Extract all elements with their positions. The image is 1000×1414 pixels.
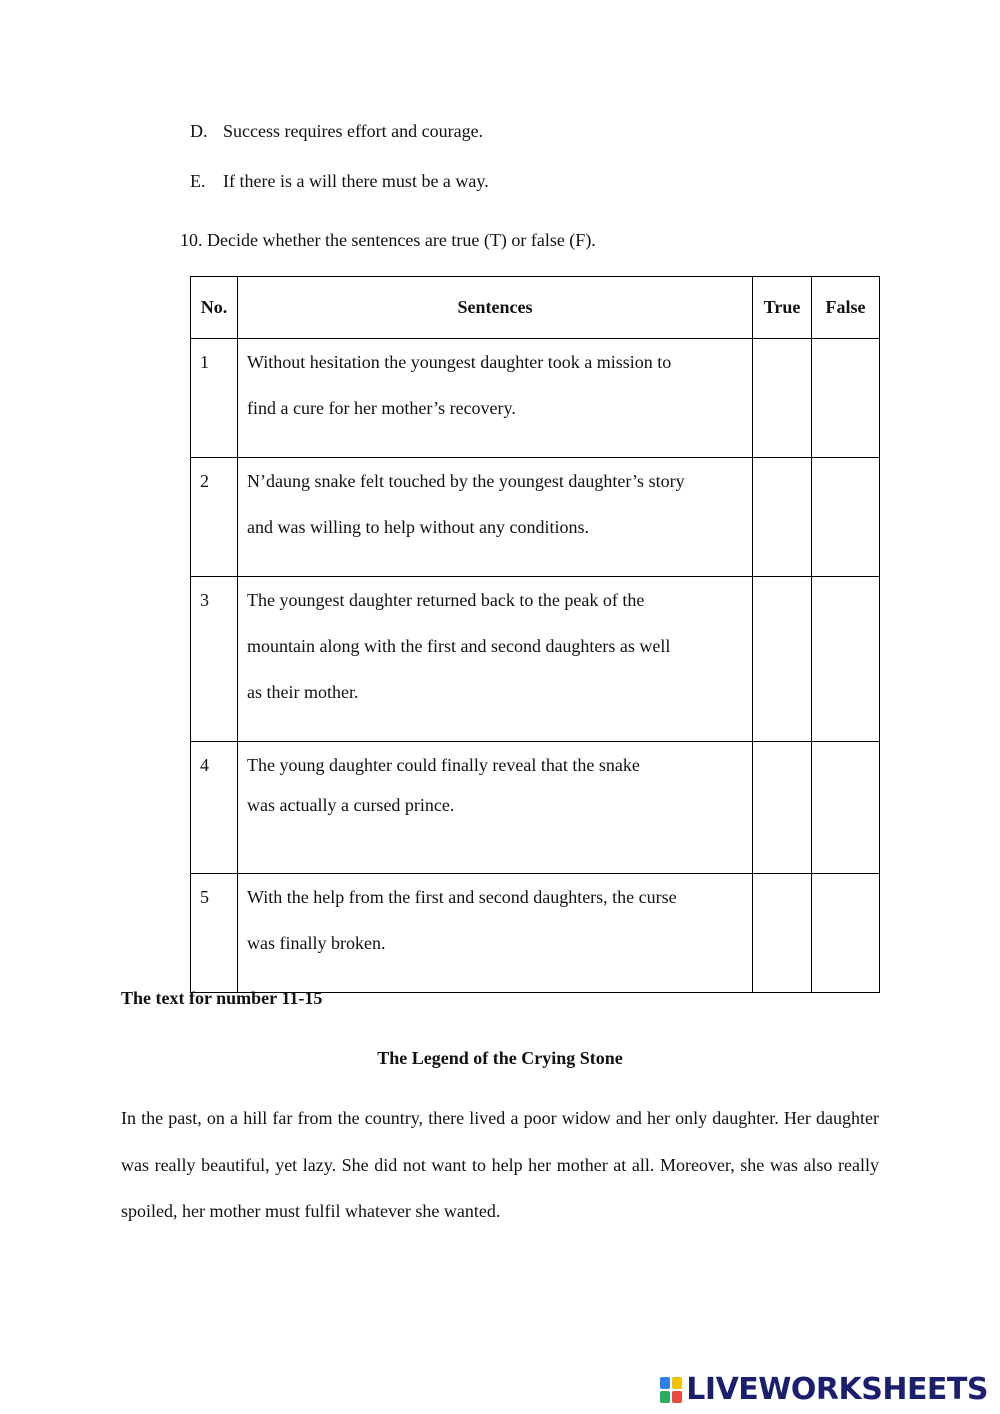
true-answer-cell[interactable] [753, 577, 812, 742]
sentence-line: The youngest daughter returned back to the peak of the [247, 590, 645, 610]
header-sentences: Sentences [238, 277, 753, 339]
row-sentence [238, 742, 753, 874]
row-sentence [238, 577, 753, 742]
row-sentence [238, 339, 753, 458]
option-text: Success requires effort and courage. [223, 121, 484, 141]
row-sentence [238, 874, 753, 993]
option-d [190, 121, 483, 142]
option-e [190, 171, 489, 192]
story-title: The Legend of the Crying Stone [377, 1048, 623, 1068]
table-row [191, 874, 880, 993]
story-paragraph: In the past, on a hill far from the country, there lived a poor widow and her only daughter. Her daughter was really beautiful, yet lazy. She did not want to help her mother at all. Moreover, she was also really spoiled, her mother must fulfil whatever she wanted. [121, 1108, 879, 1221]
table-header-row [191, 277, 880, 339]
row-sentence [238, 458, 753, 577]
false-answer-cell[interactable] [812, 874, 880, 993]
table-row [191, 577, 880, 742]
row-number: 3 [191, 577, 238, 742]
question-10-instruction: 10. Decide whether the sentences are true (T) or false (F). [180, 230, 596, 250]
row-number: 2 [191, 458, 238, 577]
true-answer-cell[interactable] [753, 874, 812, 993]
option-letter: D. [190, 121, 208, 141]
table-row [191, 339, 880, 458]
true-answer-cell[interactable] [753, 458, 812, 577]
false-answer-cell[interactable] [812, 339, 880, 458]
sentence-line: Without hesitation the youngest daughter took a mission to [247, 352, 672, 372]
header-true: True [753, 277, 812, 339]
sentence-line: as their mother. [247, 682, 359, 702]
header-no: No. [191, 277, 238, 339]
sentence-line: find a cure for her mother’s recovery. [247, 398, 516, 418]
false-answer-cell[interactable] [812, 458, 880, 577]
brand-text: LIVEWORKSHEETS [686, 1372, 988, 1407]
option-text: If there is a will there must be a way. [223, 171, 489, 191]
option-letter: E. [190, 171, 206, 191]
false-answer-cell[interactable] [812, 577, 880, 742]
sentence-line: was finally broken. [247, 933, 386, 953]
liveworksheets-brand [660, 1372, 988, 1407]
row-number: 1 [191, 339, 238, 458]
true-false-table [190, 276, 880, 993]
sentence-line: N’daung snake felt touched by the youngest daughter’s story [247, 471, 685, 491]
true-answer-cell[interactable] [753, 339, 812, 458]
header-false: False [812, 277, 880, 339]
sentence-line: With the help from the first and second daughters, the curse [247, 887, 677, 907]
section-label: The text for number 11-15 [121, 988, 323, 1008]
row-number: 5 [191, 874, 238, 993]
liveworksheets-logo-icon [660, 1377, 682, 1403]
false-answer-cell[interactable] [812, 742, 880, 874]
table-row [191, 742, 880, 874]
sentence-line: The young daughter could finally reveal that the snake [247, 755, 640, 775]
table-row [191, 458, 880, 577]
sentence-line: was actually a cursed prince. [247, 795, 455, 815]
true-answer-cell[interactable] [753, 742, 812, 874]
row-number: 4 [191, 742, 238, 874]
sentence-line: and was willing to help without any conditions. [247, 517, 589, 537]
sentence-line: mountain along with the first and second daughters as well [247, 636, 671, 656]
